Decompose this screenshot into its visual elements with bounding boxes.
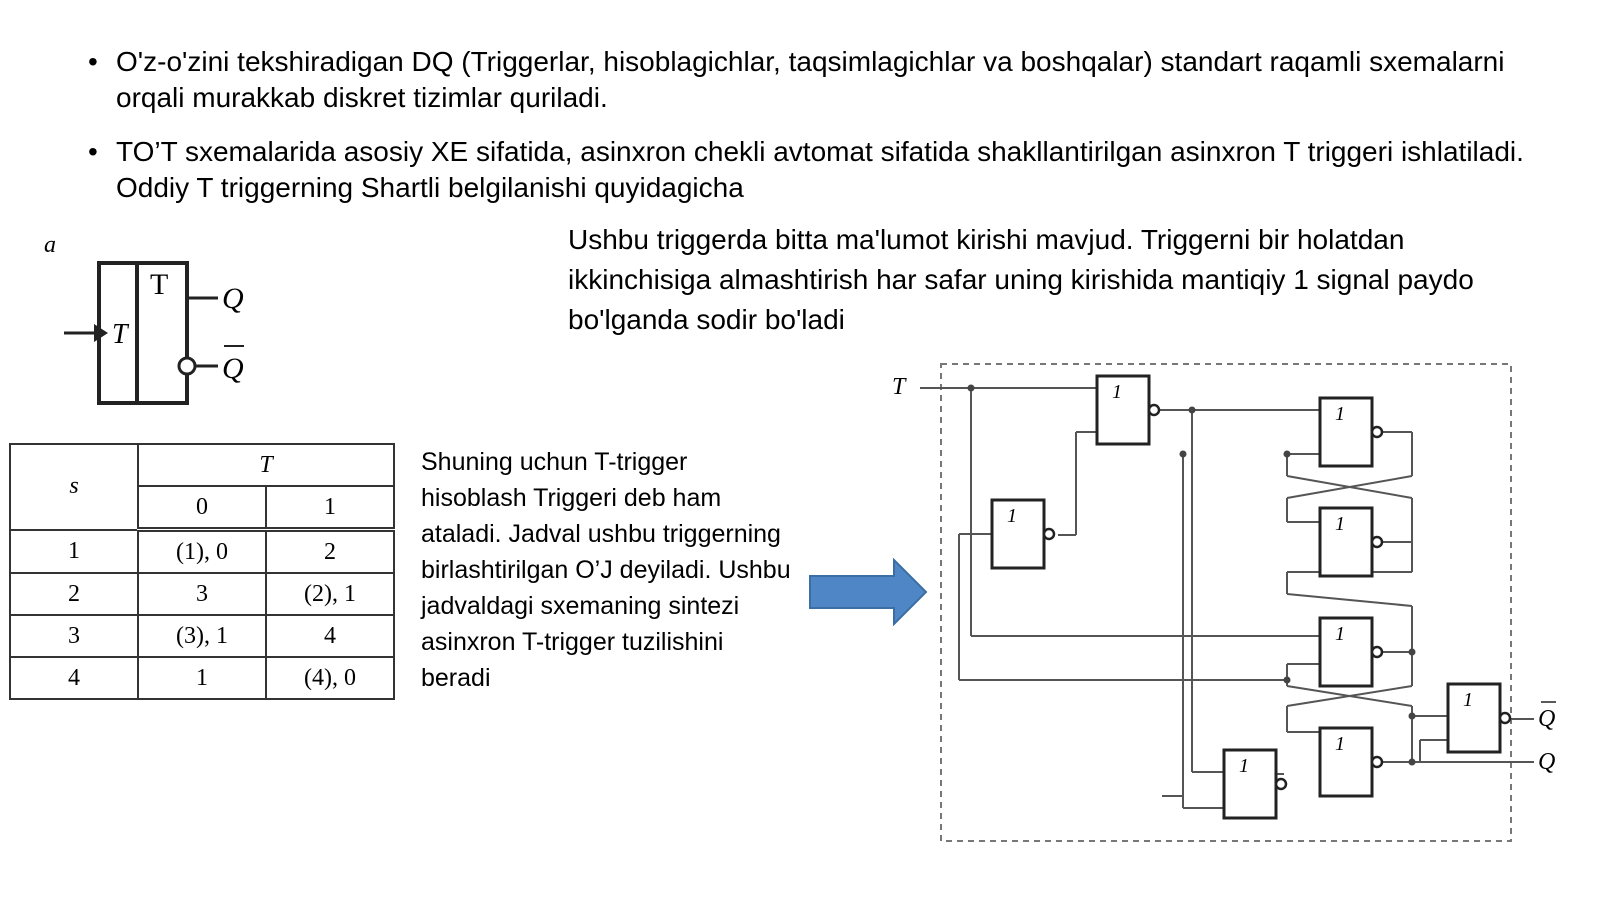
table-cell: (4), 0 [266,657,394,699]
state-cell: 2 [10,573,138,615]
circuit-q-label: Q [1538,749,1556,775]
bullet-item [88,134,1568,206]
t-trigger-symbol [40,228,270,418]
table-cell: (1), 0 [138,530,266,574]
state-header: s [10,444,138,530]
table-row [10,573,394,615]
svg-text:1: 1 [1112,381,1122,403]
bullet-list [88,44,1568,224]
table-row [10,615,394,657]
svg-text:1: 1 [1007,505,1017,527]
circuit-qbar-label: Q [1538,706,1556,732]
bullet-marker: • [88,46,98,77]
trigger-description: Ushbu triggerda bitta ma'lumot kirishi mavjud. Triggerni bir holatdan ikkinchisiga almashtirish har safar uning kirishida mantiqiy 1 signal paydo bo'lganda sodir bo'ladi [568,224,1474,335]
svg-text:1: 1 [1463,689,1473,711]
symbol-box-title: T [150,268,169,301]
svg-text:1: 1 [1335,733,1345,755]
inverter-gate [1224,750,1286,818]
table-cell: (2), 1 [266,573,394,615]
table-row [10,530,394,574]
t-trigger-circuit [880,354,1580,846]
inverter-gate [1320,618,1382,686]
column-header: 0 [138,486,266,530]
svg-text:1: 1 [1239,755,1249,777]
symbol-input-label: T [112,319,128,350]
state-cell: 3 [10,615,138,657]
inverter-gate [1097,376,1159,444]
symbol-q-label: Q [222,282,244,315]
svg-text:1: 1 [1335,513,1345,535]
inverter-gate [1320,728,1382,796]
symbol-qbar-label: Q [222,352,244,385]
svg-text:1: 1 [1335,403,1345,425]
bullet-text: O'z-o'zini tekshiradigan DQ (Triggerlar, hisoblagichlar, taqsimlagichlar va boshqalar) standart raqamli sxemalarni orqali murakkab diskret tizimlar quriladi. [116,46,1505,113]
inverter-gate [1320,398,1382,466]
table-cell: 4 [266,615,394,657]
column-header: 1 [266,486,394,530]
state-cell: 4 [10,657,138,699]
transition-table [9,443,395,700]
table-cell: 1 [138,657,266,699]
table-cell: (3), 1 [138,615,266,657]
inverter-bubble [179,358,195,374]
figure-label: a [44,232,56,258]
bullet-item [88,44,1568,116]
table-header-row [10,444,394,486]
inverter-gate [1448,684,1510,752]
table-row [10,657,394,699]
state-cell: 1 [10,530,138,574]
table-cell: 3 [138,573,266,615]
svg-text:1: 1 [1335,623,1345,645]
side-explanation: Shuning uchun T-trigger hisoblash Triggeri deb ham ataladi. Jadval ushbu triggerning birlashtirilgan O’J deyiladi. Ushbu jadvaldagi sxemaning sintezi asinxron T-trigger tuzilishini beradi [421,448,791,692]
inverter-gate [992,500,1054,568]
table-cell: 2 [266,530,394,574]
inverter-gate [1320,508,1382,576]
bullet-marker: • [88,136,98,167]
bullet-text: TO’T sxemalarida asosiy XE sifatida, asinxron chekli avtomat sifatida shakllantirilgan asinxron T triggeri ishlatiladi. Oddiy T triggerning Shartli belgilanishi quyidagicha [116,136,1524,203]
circuit-input-label: T [892,374,906,400]
input-header: T [138,444,394,486]
